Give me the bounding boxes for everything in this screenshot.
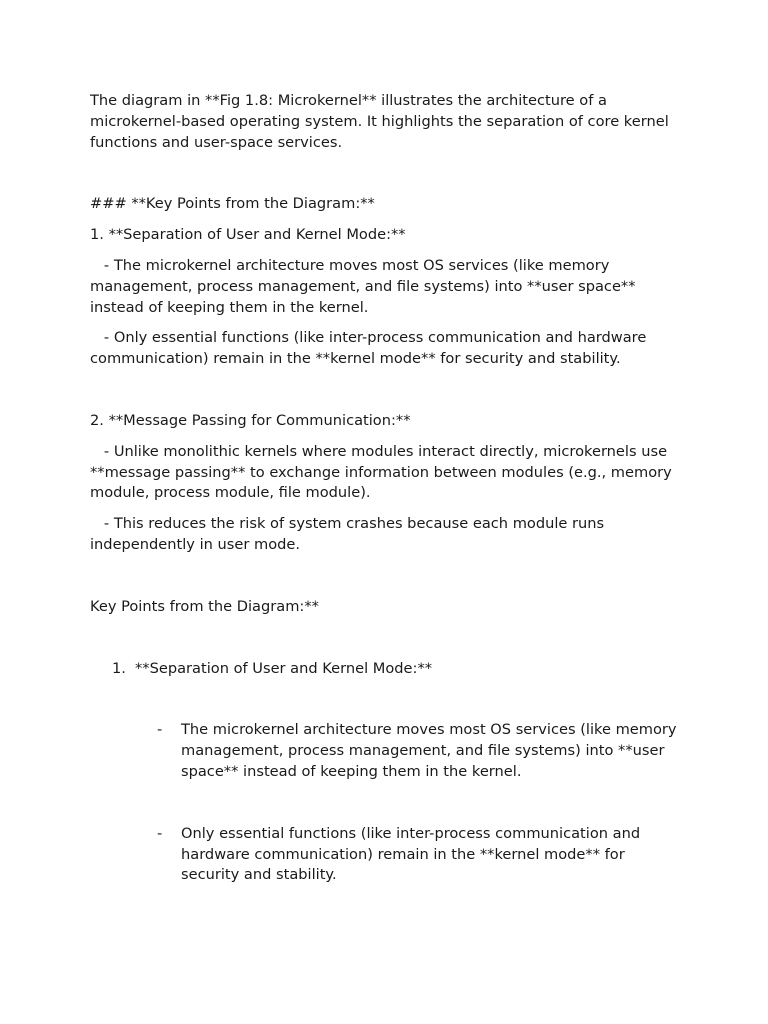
intro-paragraph: The diagram in **Fig 1.8: Microkernel** illustrates the architecture of a microkernel-based operating system. It highlights the separation of core kernel functions and user-space services. <box>90 92 674 151</box>
list-bullet-1 <box>90 720 680 782</box>
section-heading-markdown: ### **Key Points from the Diagram:** <box>90 195 375 213</box>
list-item-1 <box>90 659 680 680</box>
list-bullet-2-text: Only essential functions (like inter-process communication and hardware communication) remain in the **kernel mode** for security and stability. <box>181 824 641 884</box>
point-1-bullet-1: - The microkernel architecture moves most OS services (like memory management, process management, and file systems) into **user space** instead of keeping them in the kernel. <box>90 256 641 316</box>
point-2-title: 2. **Message Passing for Communication:** <box>90 411 411 429</box>
point-2-bullet-1: - Unlike monolithic kernels where modules interact directly, microkernels use **message passing** to exchange information between modules (e.g., memory module, process module, file module). <box>90 442 677 502</box>
point-2-bullet-2: - This reduces the risk of system crashes because each module runs independently in user mode. <box>90 515 609 553</box>
list-item-number: 1. <box>112 659 126 677</box>
section-heading-plain: Key Points from the Diagram:** <box>90 597 319 615</box>
bullet-dash: - <box>157 824 163 842</box>
list-bullet-1-text: The microkernel architecture moves most OS services (like memory management, process management, and file systems) into **user space** instead of keeping them in the kernel. <box>181 721 677 780</box>
point-1-title: 1. **Separation of User and Kernel Mode:** <box>90 226 406 244</box>
point-1-bullet-2: - Only essential functions (like inter-process communication and hardware communication) remain in the **kernel mode** for security and stability. <box>90 329 651 368</box>
list-bullet-2 <box>90 824 680 886</box>
list-item-text: **Separation of User and Kernel Mode:** <box>135 659 433 677</box>
bullet-dash: - <box>157 721 163 739</box>
document-body <box>90 91 680 886</box>
